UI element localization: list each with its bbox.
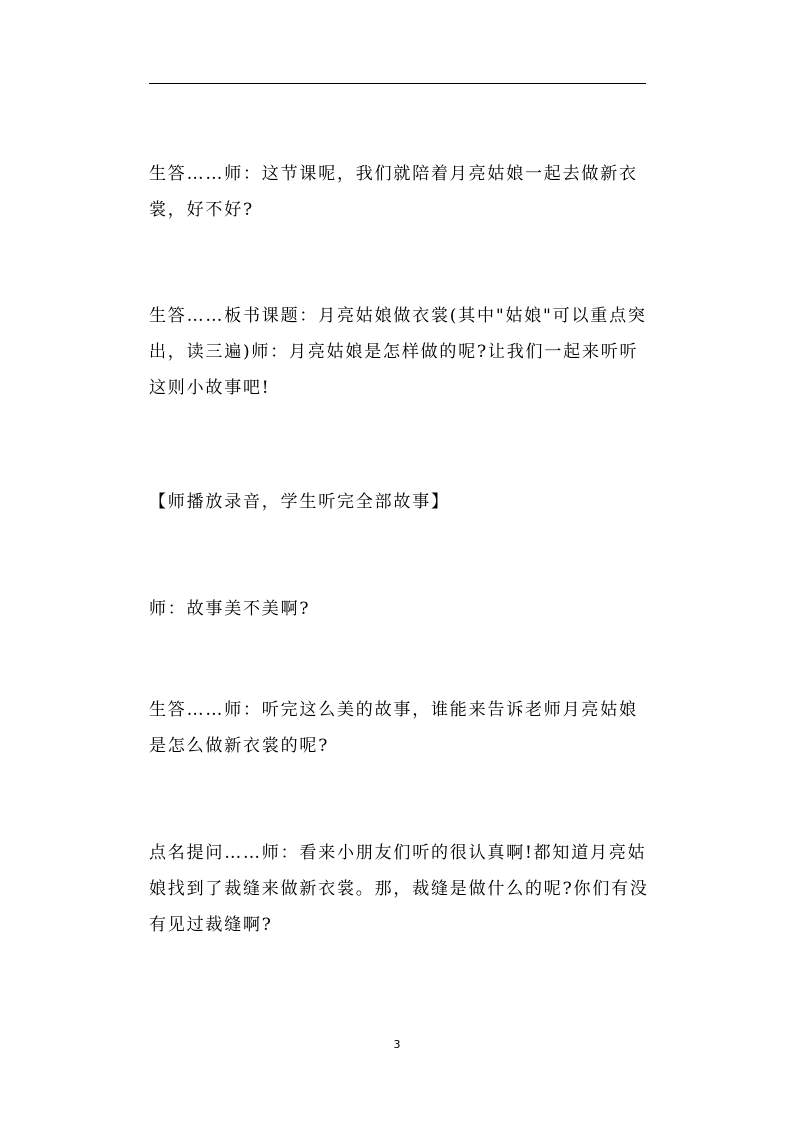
paragraph-1: 生答……师：这节课呢，我们就陪着月亮姑娘一起去做新衣裳，好不好?	[149, 164, 638, 220]
paragraph-6: 点名提问……师：看来小朋友们听的很认真啊!都知道月亮姑娘找到了裁缝来做新衣裳。那，裁缝是做什么的呢?你们有没有见过裁缝啊?	[149, 843, 649, 935]
page-number: 3	[393, 1038, 401, 1051]
paragraph-2: 生答……板书课题：月亮姑娘做衣裳(其中"姑娘"可以重点突出，读三遍)师：月亮姑娘是怎样做的呢?让我们一起来听听这则小故事吧!	[149, 306, 647, 398]
paragraph-4: 师：故事美不美啊?	[149, 599, 311, 619]
paragraph-5: 生答……师：听完这么美的故事，谁能来告诉老师月亮姑娘是怎么做新衣裳的呢?	[149, 700, 638, 756]
paragraph-3: 【师播放录音，学生听完全部故事】	[149, 492, 450, 512]
header-rule	[149, 83, 646, 84]
